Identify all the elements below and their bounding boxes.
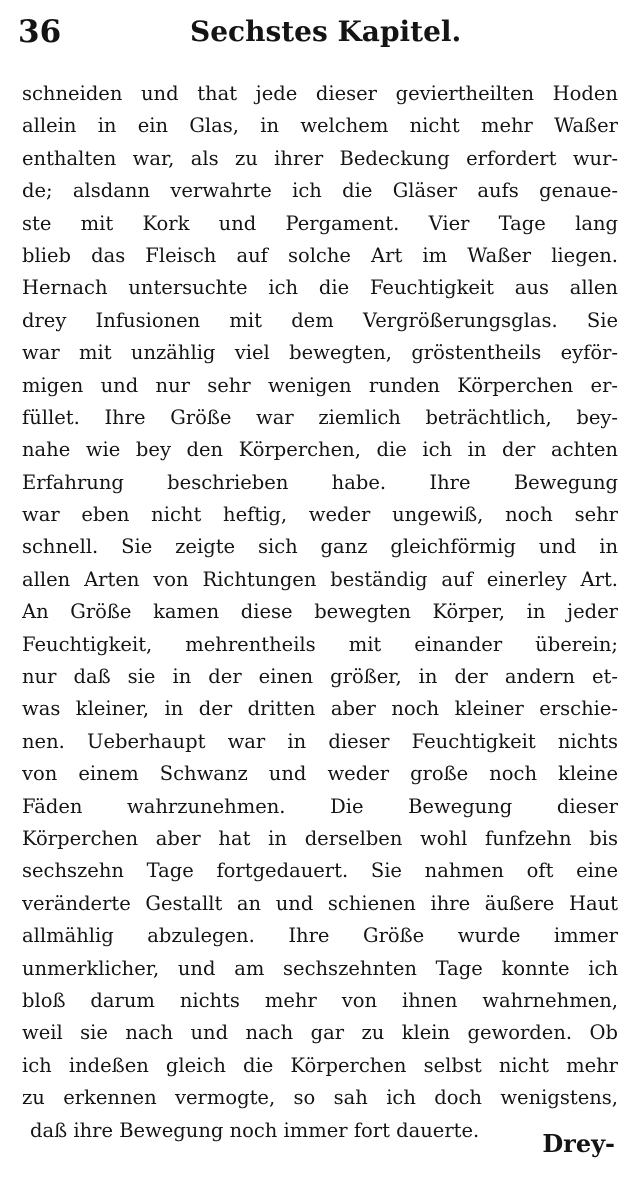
text-line: migen und nur sehr wenigen runden Körperchen er-	[22, 373, 618, 397]
text-line: drey Infusionen mit dem Vergrößerungsglas. Sie	[22, 308, 618, 332]
text-line: Erfahrung beschrieben habe. Ihre Bewegung	[22, 470, 618, 494]
text-line: nen. Ueberhaupt war in dieser Feuchtigkeit nichts	[22, 729, 618, 753]
text-line: nur daß sie in der einen größer, in der andern et-	[22, 665, 618, 689]
text-line: nahe wie bey den Körperchen, die ich in der achten	[22, 438, 618, 462]
text-line-last: daß ihre Bewegung noch immer fort dauerte.	[30, 1118, 480, 1142]
text-line: zu erkennen vermogte, so sah ich doch wenigstens,	[22, 1086, 618, 1110]
text-line: enthalten war, als zu ihrer Bedeckung erfordert wur-	[22, 146, 618, 170]
text-line: sechszehn Tage fortgedauert. Sie nahmen oft eine	[22, 859, 618, 883]
text-line: allein in ein Glas, in welchem nicht mehr Waßer	[22, 114, 618, 138]
text-line: veränderte Gestallt an und schienen ihre äußere Haut	[22, 891, 618, 915]
text-line: Feuchtigkeit, mehrentheils mit einander überein;	[22, 632, 618, 656]
text-line: was kleiner, in der dritten aber noch kleiner erschie-	[22, 697, 618, 721]
text-line: von einem Schwanz und weder große noch kleine	[22, 762, 618, 786]
text-line: war eben nicht heftig, weder ungewiß, noch sehr	[22, 503, 618, 527]
text-line: Fäden wahrzunehmen. Die Bewegung dieser	[22, 794, 618, 818]
text-line: allen Arten von Richtungen beständig auf einerley Art.	[22, 567, 618, 591]
text-line: schneiden und that jede dieser geviertheilten Hoden	[22, 82, 618, 105]
text-line: weil sie nach und nach gar zu klein geworden. Ob	[22, 1021, 618, 1045]
text-line: Hernach untersuchte ich die Feuchtigkeit aus allen	[22, 276, 618, 300]
catchword: Drey-	[542, 1129, 615, 1158]
text-line: war mit unzählig viel bewegten, gröstentheils eyför-	[22, 341, 618, 365]
text-line: An Größe kamen diese bewegten Körper, in jeder	[22, 600, 618, 624]
text-line: allmählig abzulegen. Ihre Größe wurde immer	[22, 924, 618, 948]
page-number: 36	[18, 14, 62, 50]
text-line: schnell. Sie zeigte sich ganz gleichförmig und in	[22, 535, 618, 559]
running-head: Sechstes Kapitel.	[190, 15, 462, 48]
text-line: bloß darum nichts mehr von ihnen wahrnehmen,	[22, 988, 618, 1012]
text-line: unmerklicher, und am sechszehnten Tage konnte ich	[22, 956, 618, 980]
text-line: blieb das Fleisch auf solche Art im Waßer liegen.	[22, 243, 618, 267]
text-line: ste mit Kork und Pergament. Vier Tage lang	[22, 211, 618, 235]
text-line: de; alsdann verwahrte ich die Gläser aufs genaue-	[22, 179, 618, 203]
text-line: Körperchen aber hat in derselben wohl funfzehn bis	[22, 826, 618, 850]
text-line: ich indeßen gleich die Körperchen selbst nicht mehr	[22, 1053, 618, 1077]
text-line: füllet. Ihre Größe war ziemlich beträchtlich, bey-	[22, 405, 618, 429]
body-text	[22, 78, 618, 1147]
